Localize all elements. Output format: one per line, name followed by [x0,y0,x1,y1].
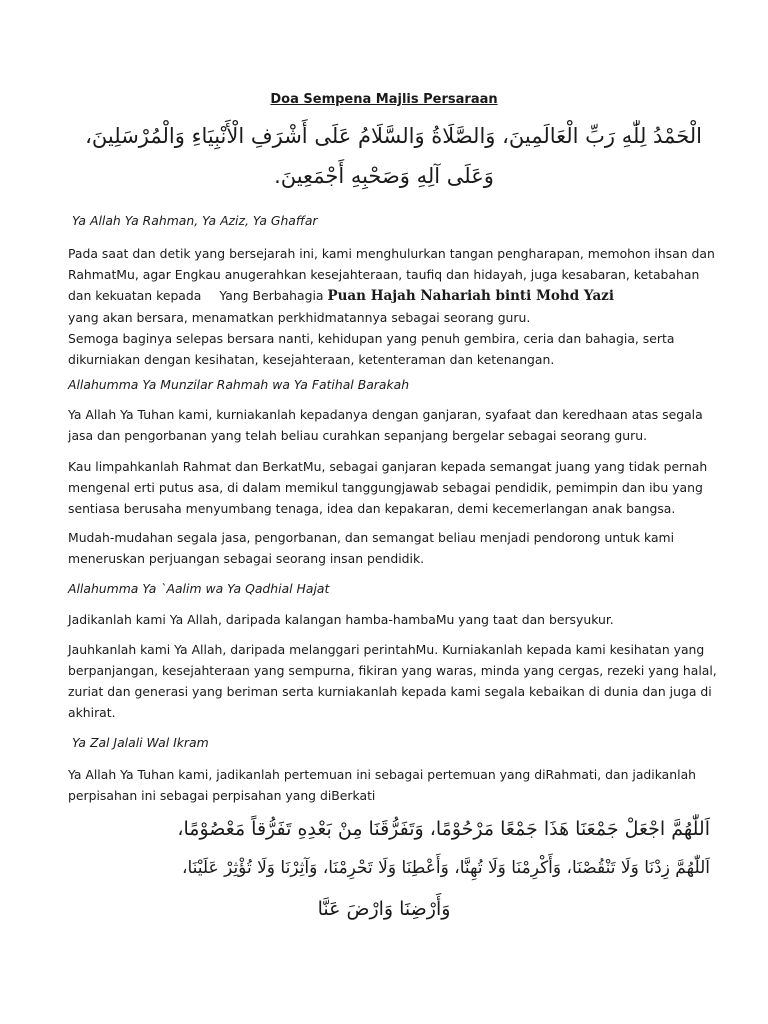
closing-arabic-line-2: اَللّٰهُمَّ زِدْنَا وَلَا تَنْقُصْنَا، وَأَكْرِمْنَا وَلَا تُهِنَّا، وَأَعْطِنَا وَلَا تَحْرِمْنَا، وَآثِرْنَا وَلَا تُؤْثِرْ عَلَيْنَا، [181,858,710,878]
opening-arabic-line-2: وَعَلَى آلِهِ وَصَحْبِهِ أَجْمَعِينَ. [274,164,494,188]
paragraph-line: RahmatMu, agar Engkau anugerahkan kesejahteraan, taufiq dan hidayah, juga kesabaran, ketabahan [68,267,700,282]
heading-invocation-3: Allahumma Ya `Aalim wa Ya Qadhial Hajat [68,581,330,596]
paragraph-line: Semoga baginya selepas bersara nanti, kehidupan yang penuh gembira, ceria dan bahagia, serta [68,331,675,346]
paragraph-gratitude [68,609,708,630]
paragraph-line: yang akan bersara, menamatkan perkhidmatannya sebagai seorang guru. [68,310,531,325]
opening-arabic-line-1: الْحَمْدُ لِلّٰهِ رَبِّ الْعَالَمِينَ، وَالصَّلَاةُ وَالسَّلَامُ عَلَى أَشْرَفِ الْأَنْبِيَاءِ وَالْمُرْسَلِينَ، [85,124,702,148]
paragraph-line: Mudah-mudahan segala jasa, pengorbanan, dan semangat beliau menjadi pendorong untuk kami [68,530,675,545]
paragraph-line: zuriat dan generasi yang beriman serta kurniakanlah kepada kami segala kebaikan di dunia dan juga di [68,684,712,699]
paragraph-line: dikurniakan dengan kesihatan, kesejahteraan, ketenteraman dan ketenangan. [68,352,555,367]
paragraph-reward [68,404,708,446]
paragraph-line-part: Yang Berbahagia [219,288,324,303]
paragraph-line: perpisahan ini sebagai perpisahan yang diBerkati [68,788,376,803]
paragraph-line: Kau limpahkanlah Rahmat dan BerkatMu, sebagai ganjaran kepada semangat juang yang tidak pernah [68,459,708,474]
paragraph-line: akhirat. [68,705,116,720]
heading-invocation-2: Allahumma Ya Munzilar Rahmah wa Ya Fatihal Barakah [68,377,410,392]
paragraph-line: mengenal erti putus asa, di dalam memikul tanggungjawab sebagai pendidik, pemimpin dan ibu yang [68,480,703,495]
paragraph-intro [68,243,715,370]
paragraph-line-with-name [68,285,708,307]
document-title: Doa Sempena Majlis Persaraan [270,92,498,107]
paragraph-line: Pada saat dan detik yang bersejarah ini, kami menghulurkan tangan pengharapan, memohon ihsan dan [68,246,715,261]
closing-arabic-line-3: وَأَرْضِنَا وَارْضَ عَنَّا [317,898,451,920]
closing-arabic-line-1: اَللّٰهُمَّ اجْعَلْ جَمْعَنَا هَذَا جَمْعًا مَرْحُوْمًا، وَتَفَرُّقَنَا مِنْ بَعْدِهِ تَفَرُّقاً مَعْصُوْمًا، [177,818,710,840]
paragraph-line: berpanjangan, kesejahteraan yang sempurna, fikiran yang waras, minda yang cergas, rezeki yang halal, [68,663,717,678]
paragraph-line: Jadikanlah kami Ya Allah, daripada kalangan hamba-hambaMu yang taat dan bersyukur. [68,612,614,627]
paragraph-protection [68,639,717,723]
paragraph-line: Ya Allah Ya Tuhan kami, kurniakanlah kepadanya dengan ganjaran, syafaat dan keredhaan atas segala [68,407,703,422]
heading-invocation-1: Ya Allah Ya Rahman, Ya Aziz, Ya Ghaffar [72,213,318,228]
paragraph-blessing [68,456,708,519]
paragraph-line: Jauhkanlah kami Ya Allah, daripada melanggari perintahMu. Kurniakanlah kepada kami kesihatan yang [68,642,705,657]
paragraph-line: Ya Allah Ya Tuhan kami, jadikanlah pertemuan ini sebagai pertemuan yang diRahmati, dan jadikanlah [68,767,697,782]
paragraph-hope [68,527,708,569]
paragraph-line-part: dan kekuatan kepada [68,288,202,303]
paragraph-line: jasa dan pengorbanan yang telah beliau curahkan sepanjang bergelar sebagai seorang guru. [68,428,648,443]
retiree-name: Puan Hajah Nahariah binti Mohd Yazi [327,288,614,304]
heading-invocation-4: Ya Zal Jalali Wal Ikram [72,735,209,750]
paragraph-line: sentiasa berusaha menyumbang tenaga, idea dan kepakaran, demi kecemerlangan anak bangsa. [68,501,676,516]
paragraph-farewell [68,764,708,806]
paragraph-line: meneruskan perjuangan sebagai seorang insan pendidik. [68,551,425,566]
